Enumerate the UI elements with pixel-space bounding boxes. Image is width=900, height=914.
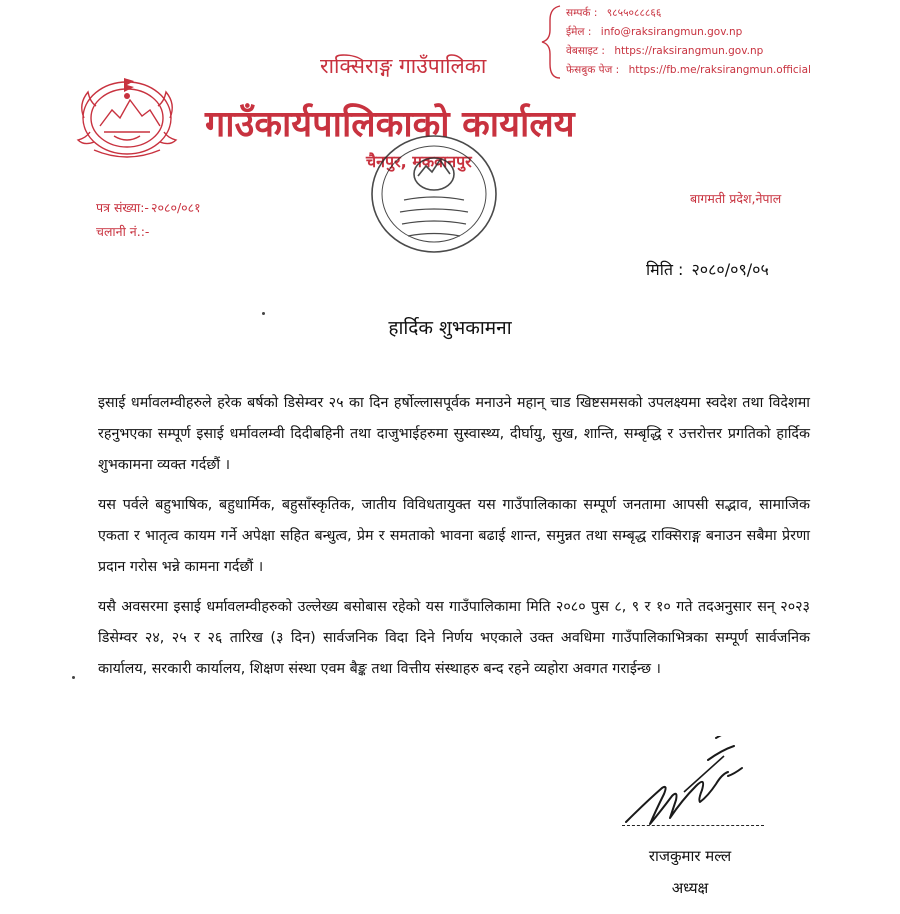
contact-facebook-label: फेसबुक पेज : <box>566 64 620 76</box>
body-paragraph-3: यसै अवसरमा इसाई धर्मावलम्वीहरुको उल्लेख्य बसोबास रहेको यस गाउँपालिकामा मिति २०८० पुस ८, ९ र १० गते तदअनुसार सन् २०२३ डिसेम्वर २४, २५ र २६ तारिख (३ दिन) सार्वजनिक विदा दिने निर्णय भएकाले उक्त अवधिमा गाउँपालिकाभित्रका सम्पूर्ण सार्वजनिक कार्यालय, सरकारी कार्यालय, शिक्षण संस्था एवम बैङ्क तथा वित्तीय संस्थाहरु बन्द रहने व्यहोरा अवगत गराईन्छ । <box>98 599 810 677</box>
reference-block <box>96 196 201 244</box>
contact-phone-label: सम्पर्क : <box>566 7 598 19</box>
contact-block <box>566 4 886 80</box>
contact-email-value[interactable]: info@raksirangmun.gov.np <box>600 26 743 38</box>
body-paragraph-2: यस पर्वले बहुभाषिक, बहुधार्मिक, बहुसाँस्कृतिक, जातीय विविधतायुक्त यस गाउँपालिकाका सम्पूर्ण जनतामा आपसी सद्भाव, सामाजिक एकता र भातृत्व कायम गर्ने अपेक्षा सहित बन्धुत्व, प्रेम र समताको भावना बढाई शान्त, समुन्नत तथा सम्बृद्ध राक्सिराङ्ग बनाउन सबैमा प्रेरणा प्रदान गरोस भन्ने कामना गर्दछौं । <box>98 497 810 575</box>
date-label: मिति : <box>646 260 684 279</box>
signature-line <box>622 825 764 826</box>
province-label: बागमती प्रदेश,नेपाल <box>690 191 782 206</box>
contact-facebook <box>566 61 886 80</box>
letter-number-label: पत्र संख्या:- <box>96 200 149 215</box>
dispatch-number-label: चलानी नं.:- <box>96 224 150 239</box>
scan-speck <box>262 312 265 315</box>
contact-email-label: ईमेल : <box>566 26 592 38</box>
contact-website-value[interactable]: https://raksirangmun.gov.np <box>614 45 764 57</box>
office-location: चैनपुर, मकवानपुर <box>366 152 472 171</box>
office-title: गाउँकार्यपालिकाको कार्यालय <box>205 104 575 145</box>
letter-number-value: २०८०/०८१ <box>150 200 201 215</box>
date-value: २०८०/०९/०५ <box>691 260 769 279</box>
office-seal-stamp-icon <box>366 130 502 258</box>
letter-date <box>646 258 769 280</box>
contact-website <box>566 42 886 61</box>
contact-facebook-value[interactable]: https://fb.me/raksirangmun.official <box>628 64 811 76</box>
curly-brace-icon <box>538 4 564 80</box>
nepal-emblem-icon <box>74 72 180 164</box>
body-paragraph-1: इसाई धर्मावलम्वीहरुले हरेक बर्षको डिसेम्वर २५ का दिन हर्षोल्लासपूर्वक मनाउने महान् चाड खिष्टसमसको उपलक्ष्यमा स्वदेश तथा विदेशमा रहनुभएका सम्पूर्ण इसाई धर्मावलम्वी दिदीबहिनी तथा दाजुभाईहरुमा सुस्वास्थ्य, दीर्घायु, सुख, शान्ति, सम्बृद्धि र उत्तरोत्तर प्रगतिको हार्दिक शुभकामना व्यक्त गर्दछौं । <box>98 395 810 473</box>
contact-phone-value: ९८५५०८८८६६ <box>606 7 662 19</box>
letter-number <box>96 196 201 220</box>
contact-email <box>566 23 886 42</box>
signatory-title: अध्यक्ष <box>671 879 709 897</box>
signatory-name: राजकुमार मल्ल <box>648 847 732 865</box>
municipality-name: राक्सिराङ्ग गाउँपालिका <box>320 54 487 78</box>
letter-title: हार्दिक शुभकामना <box>388 317 512 339</box>
signature-icon <box>622 736 772 836</box>
contact-website-label: वेबसाइट : <box>566 45 605 57</box>
contact-phone <box>566 4 886 23</box>
scan-speck <box>72 676 75 679</box>
dispatch-number <box>96 220 201 244</box>
